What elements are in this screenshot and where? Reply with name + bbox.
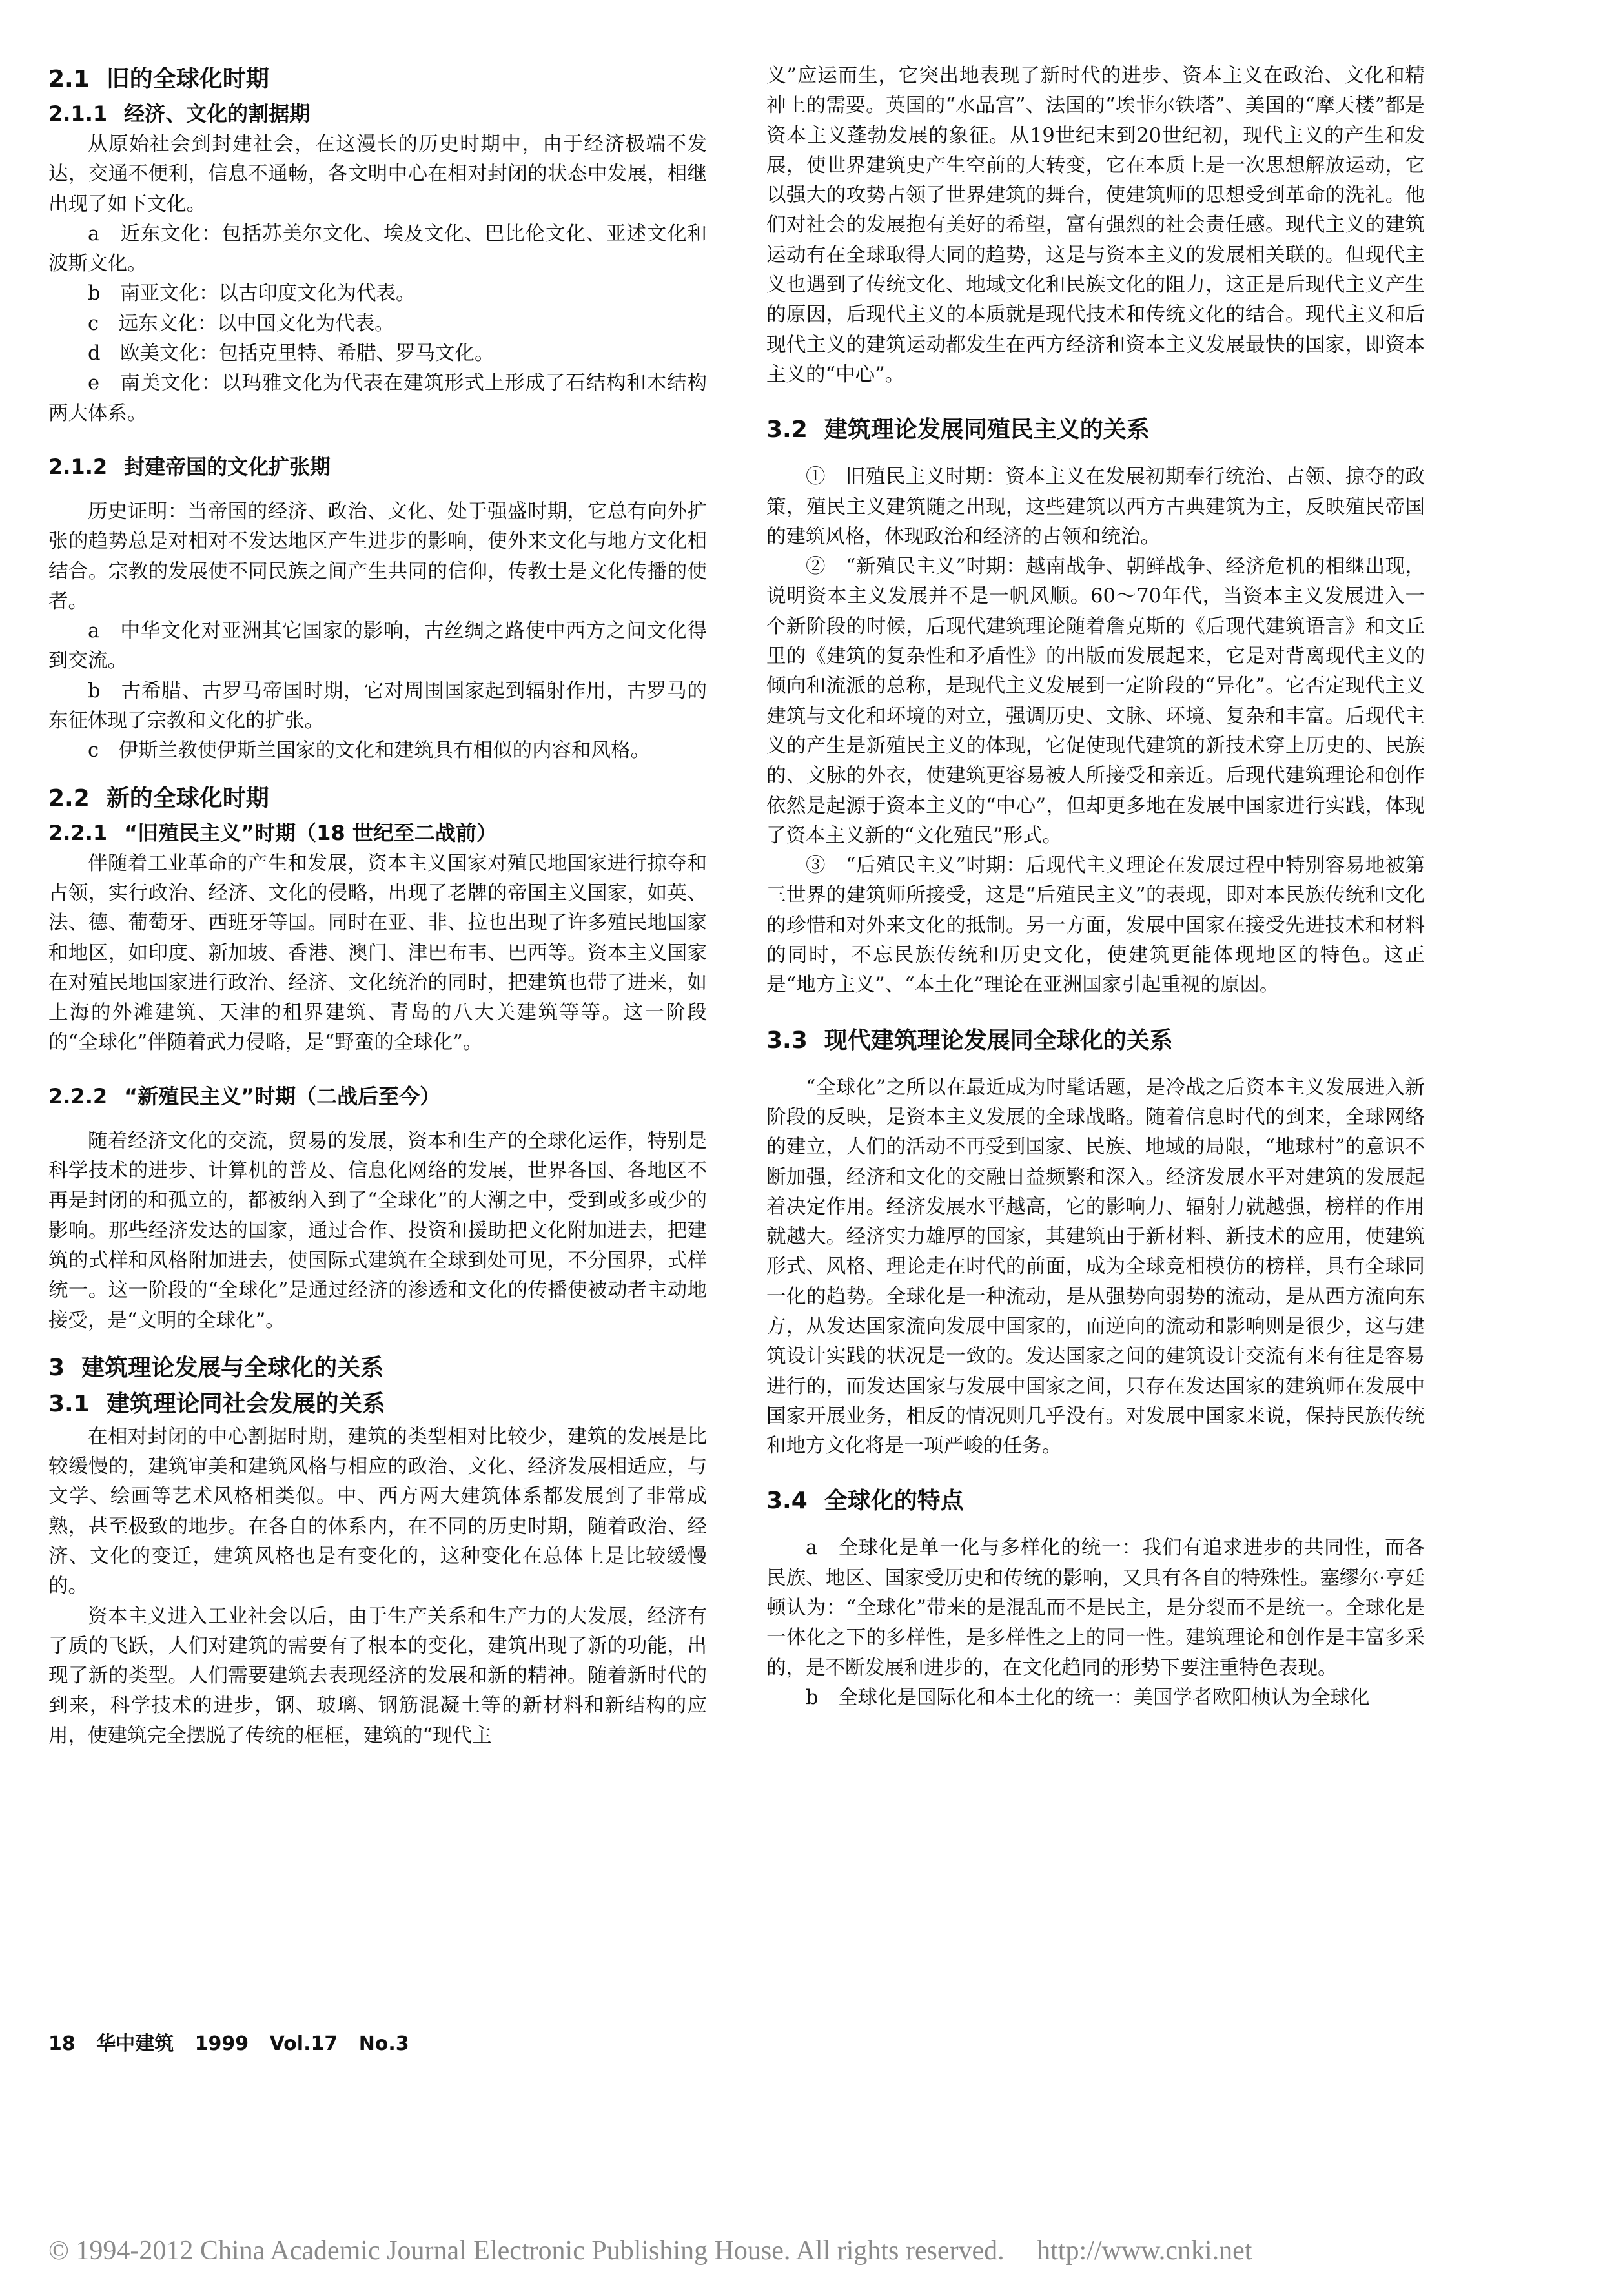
section-heading-3-3: 3.3 现代建筑理论发展同全球化的关系 <box>766 1027 1173 1054</box>
copyright-text: © 1994-2012 China Academic Journal Electronic Publishing House. All rights reserved. <box>48 2236 1005 2266</box>
list-item: b 古希腊、古罗马帝国时期，它对周围国家起到辐射作用，古罗马的东征体现了宗教和文化的扩张。 <box>48 679 707 733</box>
list-item: d 欧美文化：包括克里特、希腊、罗马文化。 <box>88 342 495 365</box>
copyright-notice <box>48 2235 1585 2266</box>
paragraph: ③ “后殖民主义”时期：后现代主义理论在发展过程中特别容易地被第三世界的建筑师所接受，这是“后殖民主义”的表现，即对本民族传统和文化的珍惜和对外来文化的抵制。另一方面，发展中国家在接受先进技术和材料的同时，不忘民族传统和历史文化，使建筑更能体现地区的特色。这正是“地方主义”、“本土化”理论在亚洲国家引起重视的原因。 <box>766 854 1425 997</box>
paragraph: 从原始社会到封建社会，在这漫长的历史时期中，由于经济极端不发达，交通不便利，信息不通畅，各文明中心在相对封闭的状态中发展，相继出现了如下文化。 <box>48 133 707 216</box>
section-heading-2-1: 2.1 旧的全球化时期 <box>48 66 269 92</box>
subsection-heading-2-1-1: 2.1.1 经济、文化的割据期 <box>48 101 311 126</box>
paragraph: 资本主义进入工业社会以后，由于生产关系和生产力的大发展，经济有了质的飞跃，人们对建筑的需要有了根本的变化，建筑出现了新的功能，出现了新的类型。人们需要建筑去表现经济的发展和新的精神。随着新时代的到来，科学技术的进步，钢、玻璃、钢筋混凝土等的新材料和新结构的应用，使建筑完全摆脱了传统的框框，建筑的“现代主 <box>48 1604 707 1747</box>
journal-name: 华中建筑 <box>96 2033 174 2055</box>
section-heading-2-2: 2.2 新的全球化时期 <box>48 784 269 812</box>
list-item: a 近东文化：包括苏美尔文化、埃及文化、巴比伦文化、亚述文化和波斯文化。 <box>48 222 707 276</box>
left-column <box>48 61 707 1751</box>
page-number: 18 <box>48 2033 76 2055</box>
paragraph: 在相对封闭的中心割据时期，建筑的类型相对比较少，建筑的发展是比较缓慢的，建筑审美和建筑风格与相应的政治、文化、经济发展相适应，与文学、绘画等艺术风格相类似。中、西方两大建筑体系都发展到了非常成熟，甚至极致的地步。在各自的体系内，在不同的历史时期，随着政治、经济、文化的变迁，建筑风格也是有变化的，这种变化在总体上是比较缓慢的。 <box>48 1425 707 1598</box>
paragraph: a 全球化是单一化与多样化的统一：我们有追求进步的共同性，而各民族、地区、国家受历史和传统的影响，又具有各自的特殊性。塞缪尔·亨廷顿认为：“全球化”带来的是混乱而不是民主，是分裂而不是统一。全球化是一体化之下的多样性，是多样性之上的同一性。建筑理论和创作是丰富多采的，是不断发展和进步的，在文化趋同的形势下要注重特色表现。 <box>766 1537 1425 1679</box>
journal-volume: Vol.17 <box>269 2033 338 2055</box>
paragraph: ② “新殖民主义”时期：越南战争、朝鲜战争、经济危机的相继出现，说明资本主义发展并不是一帆风顺。60～70年代，当资本主义发展进入一个新阶段的时候，后现代建筑理论随着詹克斯的《后现代建筑语言》和文丘里的《建筑的复杂性和矛盾性》的出版而发展起来，它是对背离现代主义的倾向和流派的总称，是现代主义发展到一定阶段的“异化”。它否定现代主义建筑与文化和环境的对立，强调历史、文脉、环境、复杂和丰富。后现代主义的产生是新殖民主义的体现，它促使现代建筑的新技术穿上历史的、民族的、文脉的外衣，使建筑更容易被人所接受和亲近。后现代建筑理论和创作依然是起源于资本主义的“中心”，但却更多地在发展中国家进行实践，体现了资本主义新的“文化殖民”形式。 <box>766 555 1425 847</box>
section-heading-3-1: 3.1 建筑理论同社会发展的关系 <box>48 1390 385 1417</box>
subsection-heading-2-2-1: 2.2.1 “旧殖民主义”时期（18 世纪至二战前） <box>48 820 497 845</box>
section-heading-3: 3 建筑理论发展与全球化的关系 <box>48 1354 384 1381</box>
paragraph: b 全球化是国际化和本土化的统一：美国学者欧阳桢认为全球化 <box>806 1686 1370 1709</box>
paragraph: 历史证明：当帝国的经济、政治、文化、处于强盛时期，它总有向外扩张的趋势总是对相对不发达地区产生进步的影响，使外来文化与地方文化相结合。宗教的发展使不同民族之间产生共同的信仰，传教士是文化传播的使者。 <box>48 500 707 613</box>
subsection-heading-2-2-2: 2.2.2 “新殖民主义”时期（二战后至今） <box>48 1083 441 1109</box>
subsection-heading-2-1-2: 2.1.2 封建帝国的文化扩张期 <box>48 454 331 479</box>
journal-issue: No.3 <box>358 2033 409 2055</box>
paragraph: ① 旧殖民主义时期：资本主义在发展初期奉行统治、占领、掠夺的政策，殖民主义建筑随之出现，这些建筑以西方古典建筑为主，反映殖民帝国的建筑风格，体现政治和经济的占领和统治。 <box>766 466 1425 548</box>
journal-year: 1999 <box>194 2033 249 2055</box>
paragraph: 伴随着工业革命的产生和发展，资本主义国家对殖民地国家进行掠夺和占领，实行政治、经济、文化的侵略，出现了老牌的帝国主义国家，如英、法、德、葡萄牙、西班牙等国。同时在亚、非、拉也出现了许多殖民地国家和地区，如印度、新加坡、香港、澳门、津巴布韦、巴西等。资本主义国家在对殖民地国家进行政治、经济、文化统治的同时，把建筑也带了进来，如上海的外滩建筑、天津的租界建筑、青岛的八大关建筑等等。这一阶段的“全球化”伴随着武力侵略，是“野蛮的全球化”。 <box>48 852 707 1054</box>
paragraph: 随着经济文化的交流，贸易的发展，资本和生产的全球化运作，特别是科学技术的进步、计算机的普及、信息化网络的发展，世界各国、各地区不再是封闭的和孤立的，都被纳入到了“全球化”的大潮之中，受到或多或少的影响。那些经济发达的国家，通过合作、投资和援助把文化附加进去，把建筑的式样和风格附加进去，使国际式建筑在全球到处可见，不分国界，式样统一。这一阶段的“全球化”是通过经济的渗透和文化的传播使被动者主动地接受，是“文明的全球化”。 <box>48 1129 707 1332</box>
section-heading-3-2: 3.2 建筑理论发展同殖民主义的关系 <box>766 416 1150 444</box>
list-item: e 南美文化：以玛雅文化为代表在建筑形式上形成了石结构和木结构两大体系。 <box>48 372 707 425</box>
page-footer <box>48 2027 424 2056</box>
copyright-url[interactable]: http://www.cnki.net <box>1037 2236 1252 2266</box>
list-item: c 伊斯兰教使伊斯兰国家的文化和建筑具有相似的内容和风格。 <box>88 739 651 763</box>
right-column <box>766 61 1425 1713</box>
list-item: a 中华文化对亚洲其它国家的影响，古丝绸之路使中西方之间文化得到交流。 <box>48 620 707 673</box>
list-item: b 南亚文化：以古印度文化为代表。 <box>88 282 416 305</box>
section-heading-3-4: 3.4 全球化的特点 <box>766 1488 964 1515</box>
paragraph: 义”应运而生，它突出地表现了新时代的进步、资本主义在政治、文化和精神上的需要。英国的“水晶宫”、法国的“埃菲尔铁塔”、美国的“摩天楼”都是资本主义蓬勃发展的象征。从19世纪末到20世纪初，现代主义的产生和发展，使世界建筑史产生空前的大转变，它在本质上是一次思想解放运动，它以强大的攻势占领了世界建筑的舞台，使建筑师的思想受到革命的洗礼。他们对社会的发展抱有美好的希望，富有强烈的社会责任感。现代主义的建筑运动有在全球取得大同的趋势，这是与资本主义的发展相关联的。但现代主义也遇到了传统文化、地域文化和民族文化的阻力，这正是后现代主义产生的原因，后现代主义的本质就是现代技术和传统文化的结合。现代主义和后现代主义的建筑运动都发生在西方经济和资本主义发展最快的国家，即资本主义的“中心”。 <box>766 65 1425 386</box>
list-item: c 远东文化：以中国文化为代表。 <box>88 312 394 335</box>
paragraph: “全球化”之所以在最近成为时髦话题，是冷战之后资本主义发展进入新阶段的反映，是资本主义发展的全球战略。随着信息时代的到来，全球网络的建立，人们的活动不再受到国家、民族、地域的局限，“地球村”的意识不断加强，经济和文化的交融日益频繁和深入。经济发展水平对建筑的发展起着决定作用。经济发展水平越高，它的影响力、辐射力就越强，榜样的作用就越大。经济实力雄厚的国家，其建筑由于新材料、新技术的应用，使建筑形式、风格、理论走在时代的前面，成为全球竞相模仿的榜样，具有全球同一化的趋势。全球化是一种流动，是从强势向弱势的流动，是从西方流向东方，从发达国家流向发展中国家的，而逆向的流动和影响则是很少，这与建筑设计实践的状况是一致的。发达国家之间的建筑设计交流有来有往是容易进行的，而发达国家与发展中国家之间，只存在发达国家的建筑师在发展中国家开展业务，相反的情况则几乎没有。对发展中国家来说，保持民族传统和地方文化将是一项严峻的任务。 <box>766 1076 1425 1458</box>
